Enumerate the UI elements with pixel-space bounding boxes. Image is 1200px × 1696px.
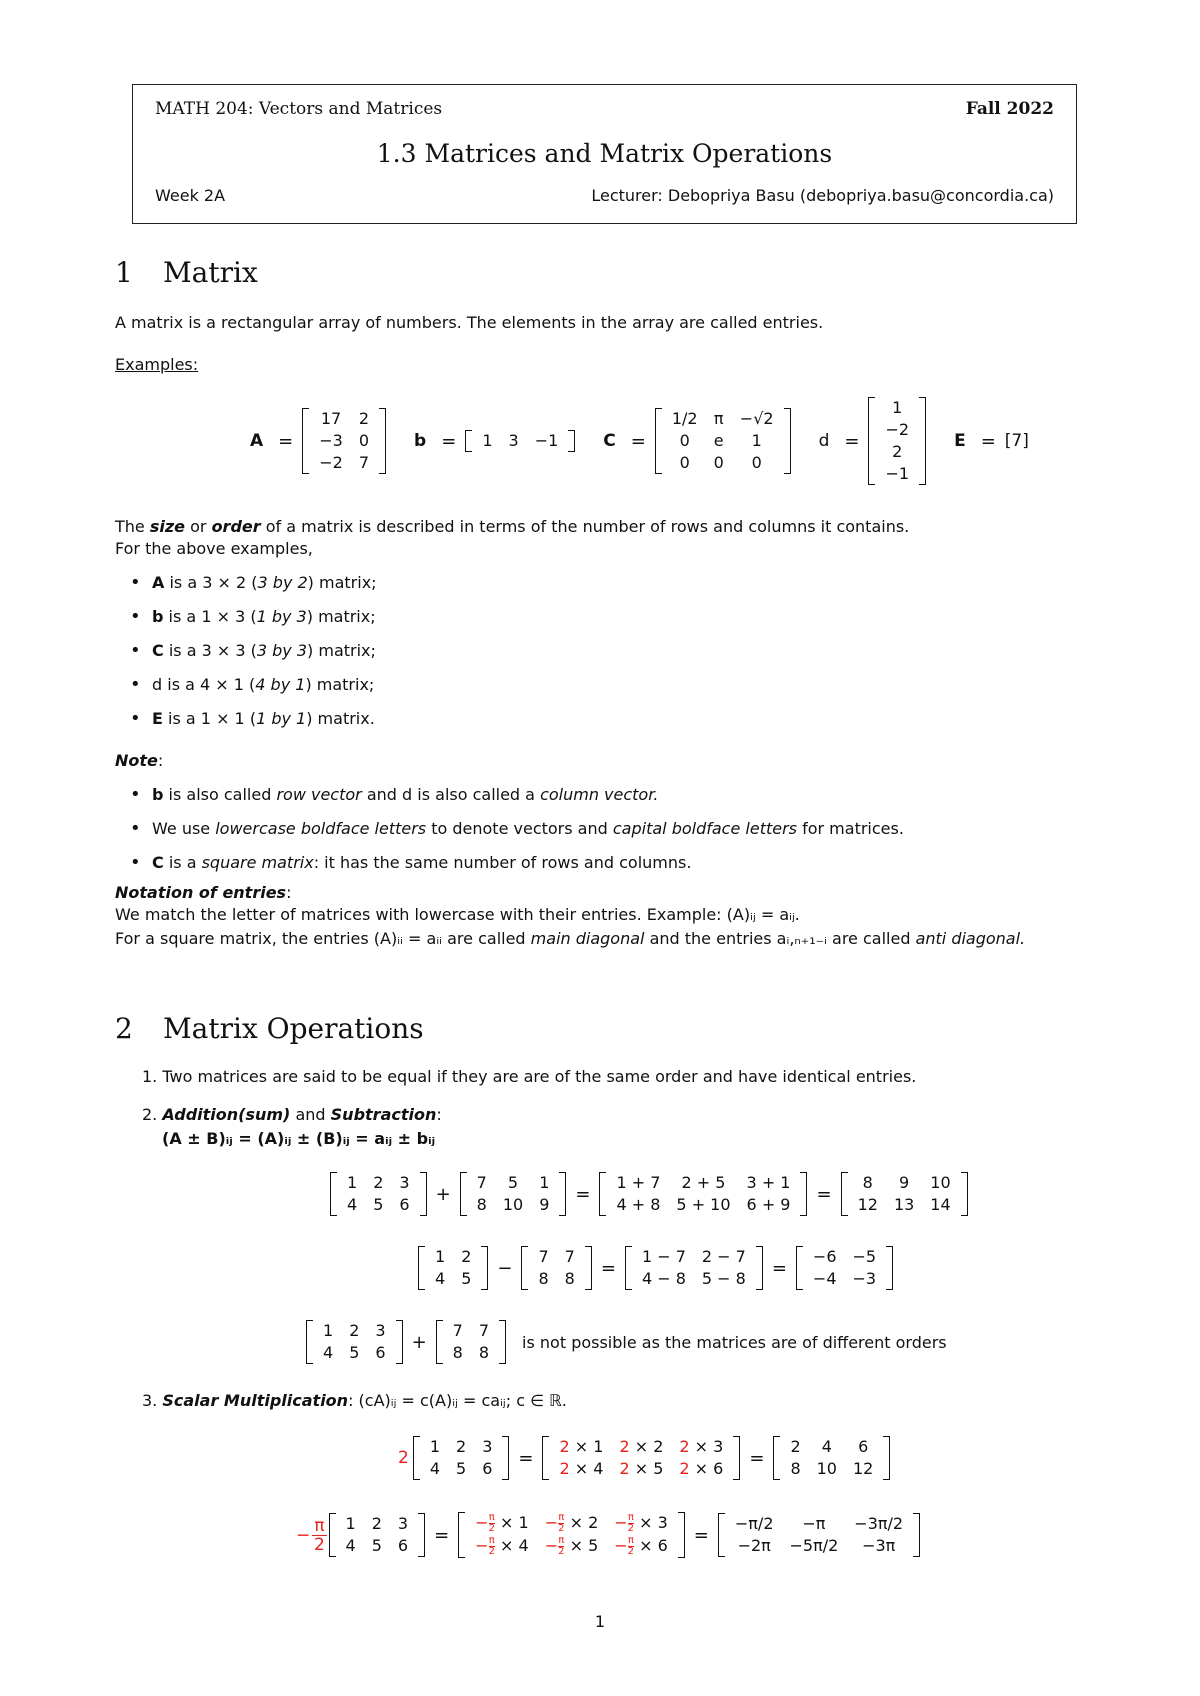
matrix-entry: 6 [375, 1343, 386, 1362]
header-box [132, 84, 1077, 224]
scalar2-m1 [329, 1513, 426, 1557]
section-1-heading: 1 Matrix [115, 256, 258, 289]
matrix-entry: −3 [319, 431, 343, 450]
matrix-entry: 1 + 7 [616, 1173, 661, 1192]
matrix-entry: 17 [320, 409, 342, 428]
matrix-C [655, 408, 791, 474]
matrix-entry: 4 + 8 [616, 1195, 661, 1214]
matrix-entry: 6 [399, 1195, 410, 1214]
matrix-entry: 1 [539, 1173, 550, 1192]
matrix-entry: 4 [323, 1343, 334, 1362]
matrix-entry: 13 [893, 1195, 915, 1214]
matrix-entry: e [713, 431, 724, 450]
matrix-E-label: E [954, 431, 966, 451]
size-item: • b is a 1 × 3 (1 by 3) matrix; [130, 606, 1090, 640]
scalar-example-1: 2 1 2 3 4 5 6 = 2 × 1 2 × 2 2 × 3 2 × 4 2 × 5 2 × 6 = 2 4 6 8 10 12 [398, 1428, 890, 1488]
scalar2-m2 [458, 1512, 685, 1558]
matrix-entry: −2 [319, 453, 343, 472]
matrix-C-label: C [603, 431, 616, 451]
scalar1-m3 [773, 1436, 890, 1480]
note-item: • We use lowercase boldface letters to denote vectors and capital boldface letters for matrices. [130, 818, 1090, 852]
matrix-entry: −1 [534, 431, 559, 450]
matrix-entry: 0 [679, 431, 690, 450]
matrix-entry: 4 [347, 1195, 358, 1214]
matrix-entry: − $\frac{\pi}{2}$ × 1 [475, 1512, 529, 1534]
matrix-entry: 3 [397, 1514, 409, 1533]
notation-line-1: We match the letter of matrices with lowercase with their entries. Example: (A)ᵢⱼ = aᵢⱼ. [115, 905, 800, 924]
notation-label: Notation of entries: [115, 883, 292, 902]
add-m2 [460, 1172, 567, 1216]
matrix-entry: 1 [892, 398, 903, 417]
matrix-entry: −π [802, 1514, 826, 1533]
add-m4 [841, 1172, 968, 1216]
matrix-entry: 8 [452, 1343, 463, 1362]
matrix-entry: 1 [429, 1437, 441, 1456]
matrix-entry: −2π [737, 1536, 771, 1555]
matrix-entry: 5 [373, 1195, 384, 1214]
matrix-entry: 6 [482, 1459, 493, 1478]
not-possible-text: is not possible as the matrices are of different orders [522, 1332, 947, 1352]
np-m2 [436, 1320, 506, 1364]
scalar2-m3 [718, 1513, 920, 1557]
size-item: • d is a 4 × 1 (4 by 1) matrix; [130, 674, 1090, 708]
matrix-entry: 10 [930, 1173, 951, 1192]
op-item-3: 3. Scalar Multiplication: (cA)ᵢⱼ = c(A)ᵢⱼ = caᵢⱼ; c ∈ ℝ. [142, 1391, 567, 1410]
matrix-entry: − $\frac{\pi}{2}$ × 4 [475, 1535, 529, 1557]
scalar1-m2: 2 × 1 2 × 2 2 × 3 2 × 4 2 × 5 2 × 6 [542, 1436, 740, 1480]
scalar-example-2: − $\frac{\pi}{2}$ 1 2 3 4 5 6 = − $\frac{\pi}{2}$ × 1 − $\frac{\pi}{2}$ × 2 − $\frac{\pi}{2}$ × 3 − $\frac{\pi}{2}$ × 4 − $\frac{\pi}{2}$ × 5 − $\frac{\pi}{2}$ × 6 = −π/2 −π −3π/2 −2π −5π/2 −3π [296, 1505, 920, 1565]
matrix-entry: −3π/2 [854, 1514, 904, 1533]
matrix-entry: 5 [371, 1536, 382, 1555]
notation-line-2: For a square matrix, the entries (A)ᵢᵢ = aᵢᵢ are called main diagonal and the entries aᵢ,ₙ₊₁₋ᵢ are called anti diagonal. [115, 929, 1026, 948]
sub-m4 [796, 1246, 893, 1290]
op-item-2: 2. Addition(sum) and Subtraction: [142, 1105, 442, 1124]
size-sentence: The size or order of a matrix is described in terms of the number of rows and columns it contains. [115, 517, 910, 536]
add-m3 [599, 1172, 807, 1216]
matrix-entry: 2 [358, 409, 370, 428]
scalar-2: 2 [398, 1448, 409, 1468]
note-item: • C is a square matrix: it has the same number of rows and columns. [130, 852, 1090, 886]
matrix-entry: 2 [461, 1247, 472, 1266]
examples-label: Examples: [115, 355, 199, 374]
matrix-entry: 5 [349, 1343, 360, 1362]
size-list [130, 572, 1090, 742]
matrix-entry: 10 [816, 1459, 837, 1478]
matrix-entry: 1/2 [671, 409, 698, 428]
matrix-entry: 5 [456, 1459, 467, 1478]
matrix-entry: −5 [852, 1247, 877, 1266]
matrix-entry: 2 − 7 [701, 1247, 746, 1266]
matrix-entry: − $\frac{\pi}{2}$ × 3 [614, 1512, 668, 1534]
not-possible-example: 1 2 3 4 5 6 + 7 7 8 8 is not possible as the matrices are of different orders [306, 1312, 947, 1372]
subtraction-example: 1 2 4 5 − 7 7 8 8 = 1 − 7 2 − 7 4 − 8 5 − 8 = −6 −5 −4 −3 [418, 1238, 893, 1298]
matrix-entry: 3 [375, 1321, 386, 1340]
example-matrices: A = 17 2 −3 0 −2 7 b = 1 3 −1 C = 1/2 π −√2 0 e 1 0 0 0 d = 1 −2 2 −1 E = [7] [250, 398, 1029, 483]
matrix-entry: 8 [862, 1173, 873, 1192]
sub-m3 [625, 1246, 763, 1290]
matrix-entry: 8 [478, 1343, 490, 1362]
matrix-entry: − $\frac{\pi}{2}$ × 5 [544, 1535, 599, 1557]
matrix-entry: 7 [452, 1321, 463, 1340]
matrix-entry: 6 [397, 1536, 409, 1555]
matrix-entry: 4 [435, 1269, 446, 1288]
matrix-entry: −4 [812, 1269, 837, 1288]
matrix-b [465, 430, 575, 452]
section-1-intro: A matrix is a rectangular array of numbers. The elements in the array are called entries. [115, 313, 824, 332]
matrix-d-label: d [818, 431, 830, 451]
matrix-entry: 2 [371, 1514, 382, 1533]
matrix-b-label: b [414, 431, 427, 451]
matrix-A-label: A [250, 431, 264, 451]
matrix-entry: −3 [852, 1269, 877, 1288]
matrix-entry: 3 [399, 1173, 410, 1192]
note-label: Note: [115, 751, 164, 770]
matrix-entry: 2 [790, 1437, 801, 1456]
matrix-entry: 14 [930, 1195, 951, 1214]
matrix-entry: 5 [461, 1269, 472, 1288]
page-number: 1 [594, 1612, 606, 1631]
matrix-entry: π [713, 409, 724, 428]
matrix-entry: 2 [892, 442, 903, 461]
matrix-entry: 9 [539, 1195, 550, 1214]
matrix-entry: 1 [323, 1321, 334, 1340]
matrix-entry: 5 − 8 [701, 1269, 746, 1288]
matrix-entry: −6 [812, 1247, 837, 1266]
np-m1 [306, 1320, 403, 1364]
op-item-1: 1. Two matrices are said to be equal if they are are of the same order and have identical entries. [142, 1067, 917, 1086]
sub-m1 [418, 1246, 488, 1290]
matrix-entry: 1 [751, 431, 762, 450]
matrix-entry: −π/2 [734, 1514, 774, 1533]
note-list [130, 784, 1090, 886]
matrix-entry: 6 [858, 1437, 869, 1456]
matrix-entry: 2 + 5 [681, 1173, 726, 1192]
matrix-entry: 2 [349, 1321, 360, 1340]
size-above: For the above examples, [115, 539, 313, 558]
matrix-entry: 8 [790, 1459, 801, 1478]
matrix-entry: −1 [885, 464, 910, 483]
matrix-entry: 8 [564, 1269, 575, 1288]
matrix-entry: 8 [538, 1269, 549, 1288]
matrix-entry: 7 [538, 1247, 549, 1266]
matrix-entry: 0 [358, 431, 370, 450]
size-item: • A is a 3 × 2 (3 by 2) matrix; [130, 572, 1090, 606]
matrix-entry: − $\frac{\pi}{2}$ × 2 [544, 1512, 599, 1534]
matrix-d [868, 397, 926, 485]
matrix-entry: − $\frac{\pi}{2}$ × 6 [614, 1535, 668, 1557]
lecturer: Lecturer: Debopriya Basu (debopriya.basu@concordia.ca) [591, 186, 1054, 205]
add-m1 [330, 1172, 427, 1216]
sub-m2 [521, 1246, 591, 1290]
matrix-A [302, 408, 386, 474]
matrix-entry: 4 [821, 1437, 832, 1456]
matrix-entry: 4 [345, 1536, 356, 1555]
matrix-entry: 0 [713, 453, 724, 472]
matrix-entry: 3 [508, 431, 519, 450]
note-item: • b is also called row vector and d is also called a column vector. [130, 784, 1090, 818]
scalar1-m1 [413, 1436, 510, 1480]
matrix-entry: 1 [345, 1514, 356, 1533]
week-label: Week 2A [155, 186, 226, 205]
matrix-entry: 9 [899, 1173, 910, 1192]
matrix-entry: 2 [456, 1437, 467, 1456]
matrix-entry: 0 [679, 453, 690, 472]
matrix-E: [7] [1004, 431, 1029, 451]
matrix-entry: 12 [857, 1195, 878, 1214]
matrix-entry: 0 [751, 453, 762, 472]
matrix-entry: 3 + 1 [746, 1173, 791, 1192]
matrix-entry: 7 [476, 1173, 487, 1192]
course-title: MATH 204: Vectors and Matrices [155, 99, 443, 119]
matrix-entry: 6 + 9 [746, 1195, 791, 1214]
size-item: • E is a 1 × 1 (1 by 1) matrix. [130, 708, 1090, 742]
section-2-heading: 2 Matrix Operations [115, 1012, 424, 1045]
matrix-entry: 5 + 10 [676, 1195, 731, 1214]
term: Fall 2022 [965, 99, 1054, 119]
addition-example: 1 2 3 4 5 6 + 7 5 1 8 10 9 = 1 + 7 2 + 5 3 + 1 4 + 8 5 + 10 6 + 9 = 8 9 10 12 13 14 [330, 1164, 968, 1224]
matrix-entry: 1 [435, 1247, 446, 1266]
matrix-entry: 7 [358, 453, 370, 472]
matrix-entry: −√2 [739, 409, 774, 428]
size-item: • C is a 3 × 3 (3 by 3) matrix; [130, 640, 1090, 674]
matrix-entry: 7 [564, 1247, 575, 1266]
matrix-entry: 4 − 8 [641, 1269, 686, 1288]
page-title: 1.3 Matrices and Matrix Operations [376, 139, 833, 168]
matrix-entry: 2 [373, 1173, 384, 1192]
matrix-entry: −5π/2 [789, 1536, 839, 1555]
matrix-entry: −2 [885, 420, 910, 439]
matrix-entry: 1 [347, 1173, 358, 1192]
matrix-entry: 7 [478, 1321, 490, 1340]
matrix-entry: 4 [429, 1459, 441, 1478]
addsub-formula: (A ± B)ᵢⱼ = (A)ᵢⱼ ± (B)ᵢⱼ = aᵢⱼ ± bᵢⱼ [162, 1129, 436, 1148]
matrix-entry: 10 [502, 1195, 524, 1214]
matrix-entry: −3π [862, 1536, 896, 1555]
matrix-entry: 3 [482, 1437, 493, 1456]
scalar-neg-pi-half: − $\frac{\pi}{2}$ [296, 1515, 325, 1555]
matrix-entry: 5 [507, 1173, 519, 1192]
matrix-entry: 1 [482, 431, 493, 450]
matrix-entry: 8 [476, 1195, 487, 1214]
matrix-entry: 1 − 7 [641, 1247, 686, 1266]
matrix-entry: 12 [852, 1459, 874, 1478]
